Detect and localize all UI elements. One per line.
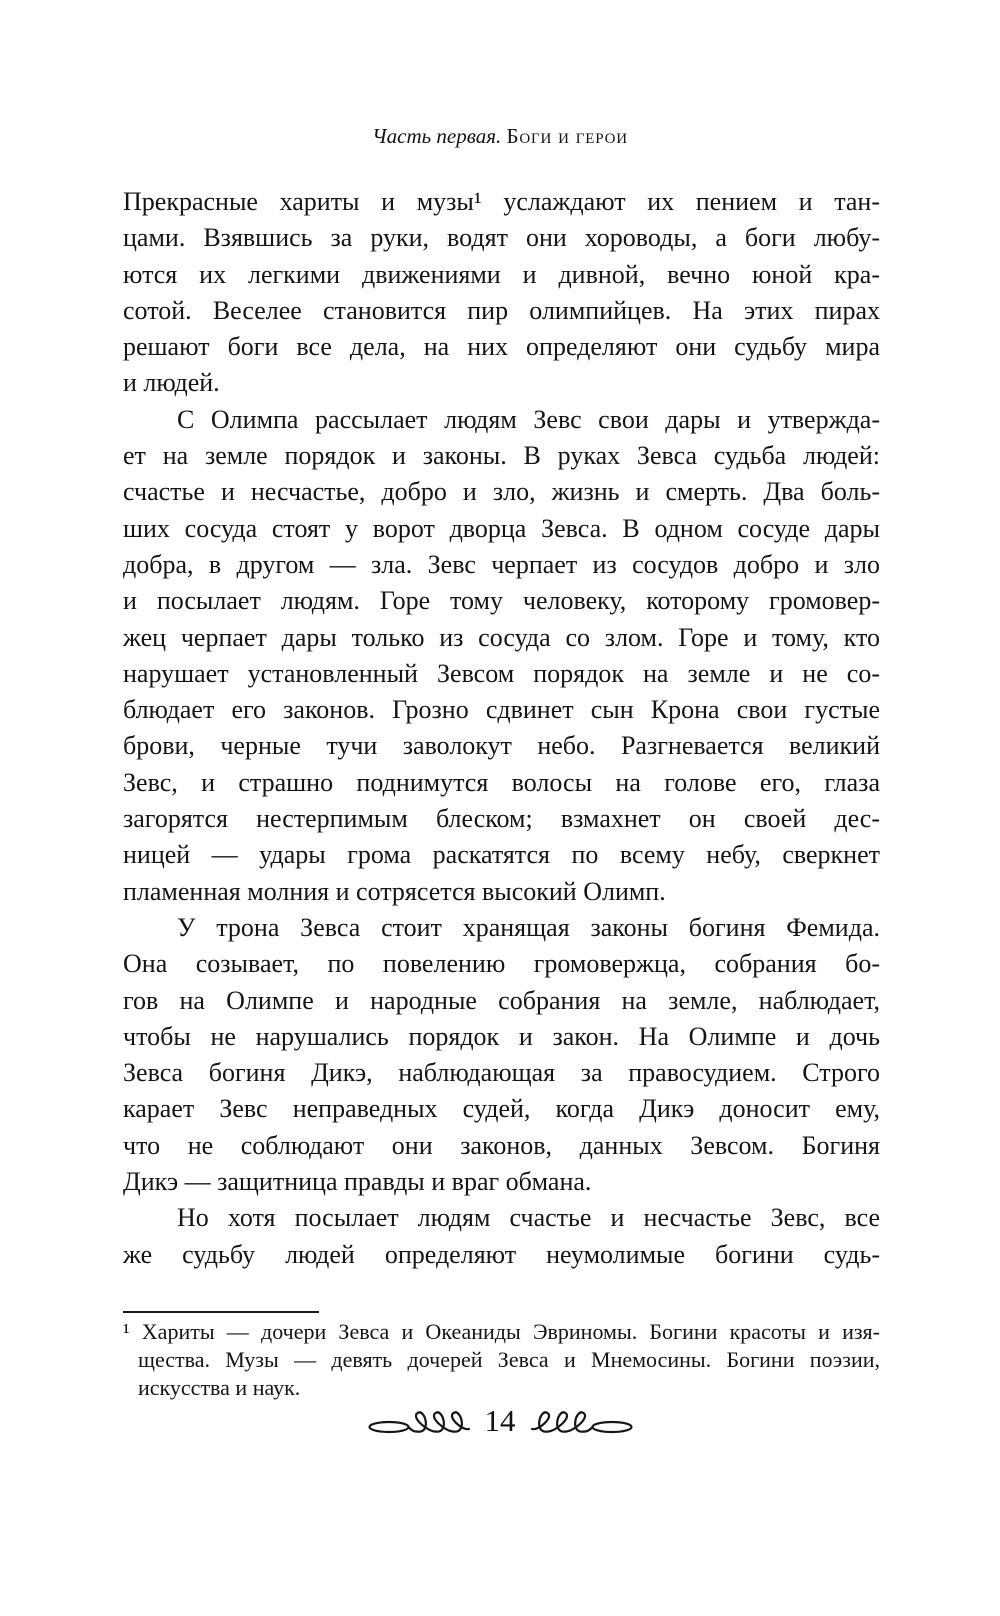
text-line: чтобы не нарушались порядок и закон. На Олимпе и дочь	[123, 1021, 880, 1051]
text-line: загорятся нестерпимым блеском; взмахнет он своей дес-	[123, 804, 880, 834]
text-line: Она созывает, по повелению громовержца, собрания бо-	[123, 949, 880, 979]
text-line: С Олимпа рассылает людям Зевс свои дары и утвержда-	[177, 404, 880, 434]
text-line: жец черпает дары только из сосуда со злом. Горе и тому, кто	[123, 622, 880, 652]
text-line: щества. Музы — девять дочерей Зевса и Мнемосины. Богини поэзии,	[138, 1346, 880, 1372]
text-line: Но хотя посылает людям счастье и несчастье Зевс, все	[177, 1203, 880, 1233]
text-line: Прекрасные хариты и музы¹ услаждают их пением и тан-	[123, 187, 880, 216]
text-line: брови, черные тучи заволокут небо. Разгневается великий	[123, 731, 880, 761]
text-line: Зевса богиня Дикэ, наблюдающая за правосудием. Строго	[123, 1058, 880, 1088]
footnote	[123, 1318, 880, 1401]
flourish-left-icon	[368, 1404, 472, 1438]
text-line: карает Зевс неправедных судей, когда Дикэ доносит ему,	[123, 1094, 880, 1124]
text-line: ет на земле порядок и законы. В руках Зевса судьба людей:	[123, 441, 880, 471]
text-line: гов на Олимпе и народные собрания на земле, наблюдает,	[123, 985, 880, 1015]
text-line: ¹ Хариты — дочери Зевса и Океаниды Эвриномы. Богини красоты и изя-	[123, 1319, 880, 1344]
text-line: Зевс, и страшно поднимутся волосы на голове его, глаза	[123, 767, 880, 797]
footnote-rule	[123, 1311, 319, 1313]
text-line: ших сосуда стоят у ворот дворца Зевса. В одном сосуде дары	[123, 513, 880, 543]
text-line: Дикэ — защитница правды и враг обмана.	[123, 1167, 592, 1197]
page-footer	[0, 1404, 1000, 1438]
text-line: ются их легкими движениями и дивной, вечно юной кра-	[123, 259, 880, 289]
body-text	[123, 184, 880, 1273]
text-line: и посылает людям. Горе тому человеку, которому громовер-	[123, 586, 880, 616]
section-title: Боги и герои	[506, 124, 628, 148]
text-line: и людей.	[123, 368, 220, 398]
running-header	[0, 124, 1000, 149]
text-line: сотой. Веселее становится пир олимпийцев. На этих пирах	[123, 295, 880, 325]
text-line: счастье и несчастье, добро и зло, жизнь и смерть. Два боль-	[123, 477, 880, 507]
part-title: Часть первая.	[372, 124, 502, 148]
text-line: пламенная молния и сотрясется высокий Олимп.	[123, 876, 666, 906]
text-line: цами. Взявшись за руки, водят они хороводы, а боги любу-	[123, 223, 880, 253]
text-line: блюдает его законов. Грозно сдвинет сын Крона свои густые	[123, 695, 880, 725]
flourish-right-icon	[529, 1404, 633, 1438]
text-line: У трона Зевса стоит хранящая законы богиня Фемида.	[177, 912, 880, 942]
text-line: же судьбу людей определяют неумолимые богини судь-	[123, 1239, 880, 1269]
text-line: нарушает установленный Зевсом порядок на земле и не со-	[123, 658, 880, 688]
text-line: ницей — удары грома раскатятся по всему небу, сверкнет	[123, 840, 880, 870]
text-line: что не соблюдают они законов, данных Зевсом. Богиня	[123, 1130, 880, 1160]
page-number: 14	[484, 1402, 516, 1438]
text-line: добра, в другом — зла. Зевс черпает из сосудов добро и зло	[123, 549, 880, 579]
text-line: искусства и наук.	[138, 1374, 301, 1400]
text-line: решают боги все дела, на них определяют они судьбу мира	[123, 332, 880, 362]
